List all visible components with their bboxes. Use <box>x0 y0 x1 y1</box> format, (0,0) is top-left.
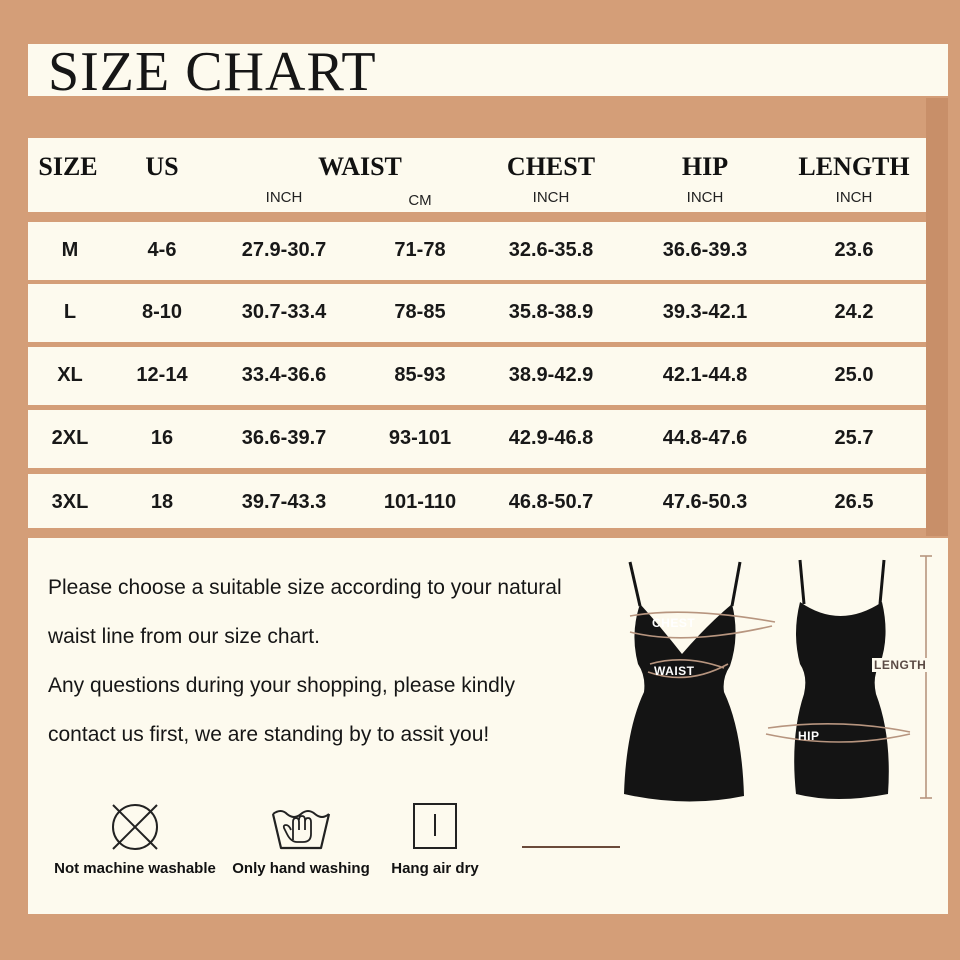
decorative-strip <box>926 98 948 536</box>
header-length: LENGTH <box>798 152 910 181</box>
cell-us: 4-6 <box>147 239 177 261</box>
cell-waist-inch: 36.6-39.7 <box>241 427 327 449</box>
length-label: LENGTH <box>874 658 927 672</box>
header-waist: WAIST <box>318 152 402 181</box>
dress-front <box>624 562 744 802</box>
cell-waist-cm: 101-110 <box>383 491 457 513</box>
info-panel <box>28 538 948 914</box>
cell-size: XL <box>57 364 83 386</box>
cell-hip: 44.8-47.6 <box>662 427 748 449</box>
no-machine-wash-icon <box>105 800 165 854</box>
cell-us: 8-10 <box>141 301 183 323</box>
cell-waist-cm: 93-101 <box>388 427 452 449</box>
unit-waist-inch: INCH <box>265 189 303 206</box>
chest-label: CHEST <box>652 616 696 630</box>
garment-diagram <box>600 546 940 822</box>
cell-chest: 46.8-50.7 <box>508 491 594 513</box>
title-panel <box>28 41 948 103</box>
cell-waist-cm: 71-78 <box>394 239 446 261</box>
cell-waist-cm: 85-93 <box>394 364 446 386</box>
table-row <box>28 222 926 280</box>
care-item <box>50 800 220 877</box>
unit-waist-cm: CM <box>408 192 432 209</box>
table-row <box>28 347 926 405</box>
care-item <box>226 800 376 877</box>
care-label: Not machine washable <box>54 860 216 877</box>
note-line: Please choose a suitable size according to your natural <box>48 576 562 599</box>
cell-hip: 42.1-44.8 <box>662 364 748 386</box>
cell-waist-inch: 30.7-33.4 <box>241 301 327 323</box>
cell-waist-inch: 39.7-43.3 <box>241 491 327 513</box>
table-row <box>28 474 926 528</box>
unit-chest: INCH <box>532 189 570 206</box>
cell-us: 12-14 <box>136 364 188 386</box>
cell-hip: 47.6-50.3 <box>662 491 748 513</box>
header-chest: CHEST <box>506 152 596 181</box>
cell-waist-inch: 27.9-30.7 <box>241 239 327 261</box>
care-label: Only hand washing <box>232 860 370 877</box>
hang-dry-icon <box>411 800 459 854</box>
dress-back <box>794 560 889 799</box>
hip-label: HIP <box>798 729 820 743</box>
cell-chest: 32.6-35.8 <box>508 239 594 261</box>
cell-size: 3XL <box>51 491 89 513</box>
note-line: Any questions during your shopping, please kindly <box>48 674 515 697</box>
cell-size: M <box>61 239 79 261</box>
cell-size: L <box>63 301 77 323</box>
table-row <box>28 410 926 468</box>
unit-hip: INCH <box>686 189 724 206</box>
cell-waist-cm: 78-85 <box>394 301 446 323</box>
care-label: Hang air dry <box>391 860 479 877</box>
cell-us: 18 <box>150 491 174 513</box>
cell-us: 16 <box>150 427 174 449</box>
table-header <box>28 138 926 212</box>
cell-chest: 42.9-46.8 <box>508 427 594 449</box>
cell-size: 2XL <box>51 427 89 449</box>
cell-chest: 38.9-42.9 <box>508 364 594 386</box>
cell-length: 24.2 <box>834 301 874 323</box>
cell-length: 25.0 <box>834 364 874 386</box>
care-item <box>378 800 492 877</box>
note-line: waist line from our size chart. <box>48 625 320 648</box>
header-hip: HIP <box>681 152 729 181</box>
page-title: SIZE CHART <box>48 41 377 103</box>
cell-hip: 39.3-42.1 <box>662 301 748 323</box>
cell-hip: 36.6-39.3 <box>662 239 748 261</box>
cell-length: 25.7 <box>834 427 874 449</box>
cell-chest: 35.8-38.9 <box>508 301 594 323</box>
cell-waist-inch: 33.4-36.6 <box>241 364 327 386</box>
table-row <box>28 284 926 342</box>
header-size: SIZE <box>38 152 98 181</box>
unit-length: INCH <box>835 189 873 206</box>
cell-length: 23.6 <box>834 239 874 261</box>
cell-length: 26.5 <box>834 491 874 513</box>
hand-wash-icon <box>269 800 333 854</box>
header-us: US <box>145 152 179 181</box>
waist-label: WAIST <box>654 664 695 678</box>
note-line: contact us first, we are standing by to assit you! <box>48 723 490 746</box>
divider-line <box>522 846 620 848</box>
